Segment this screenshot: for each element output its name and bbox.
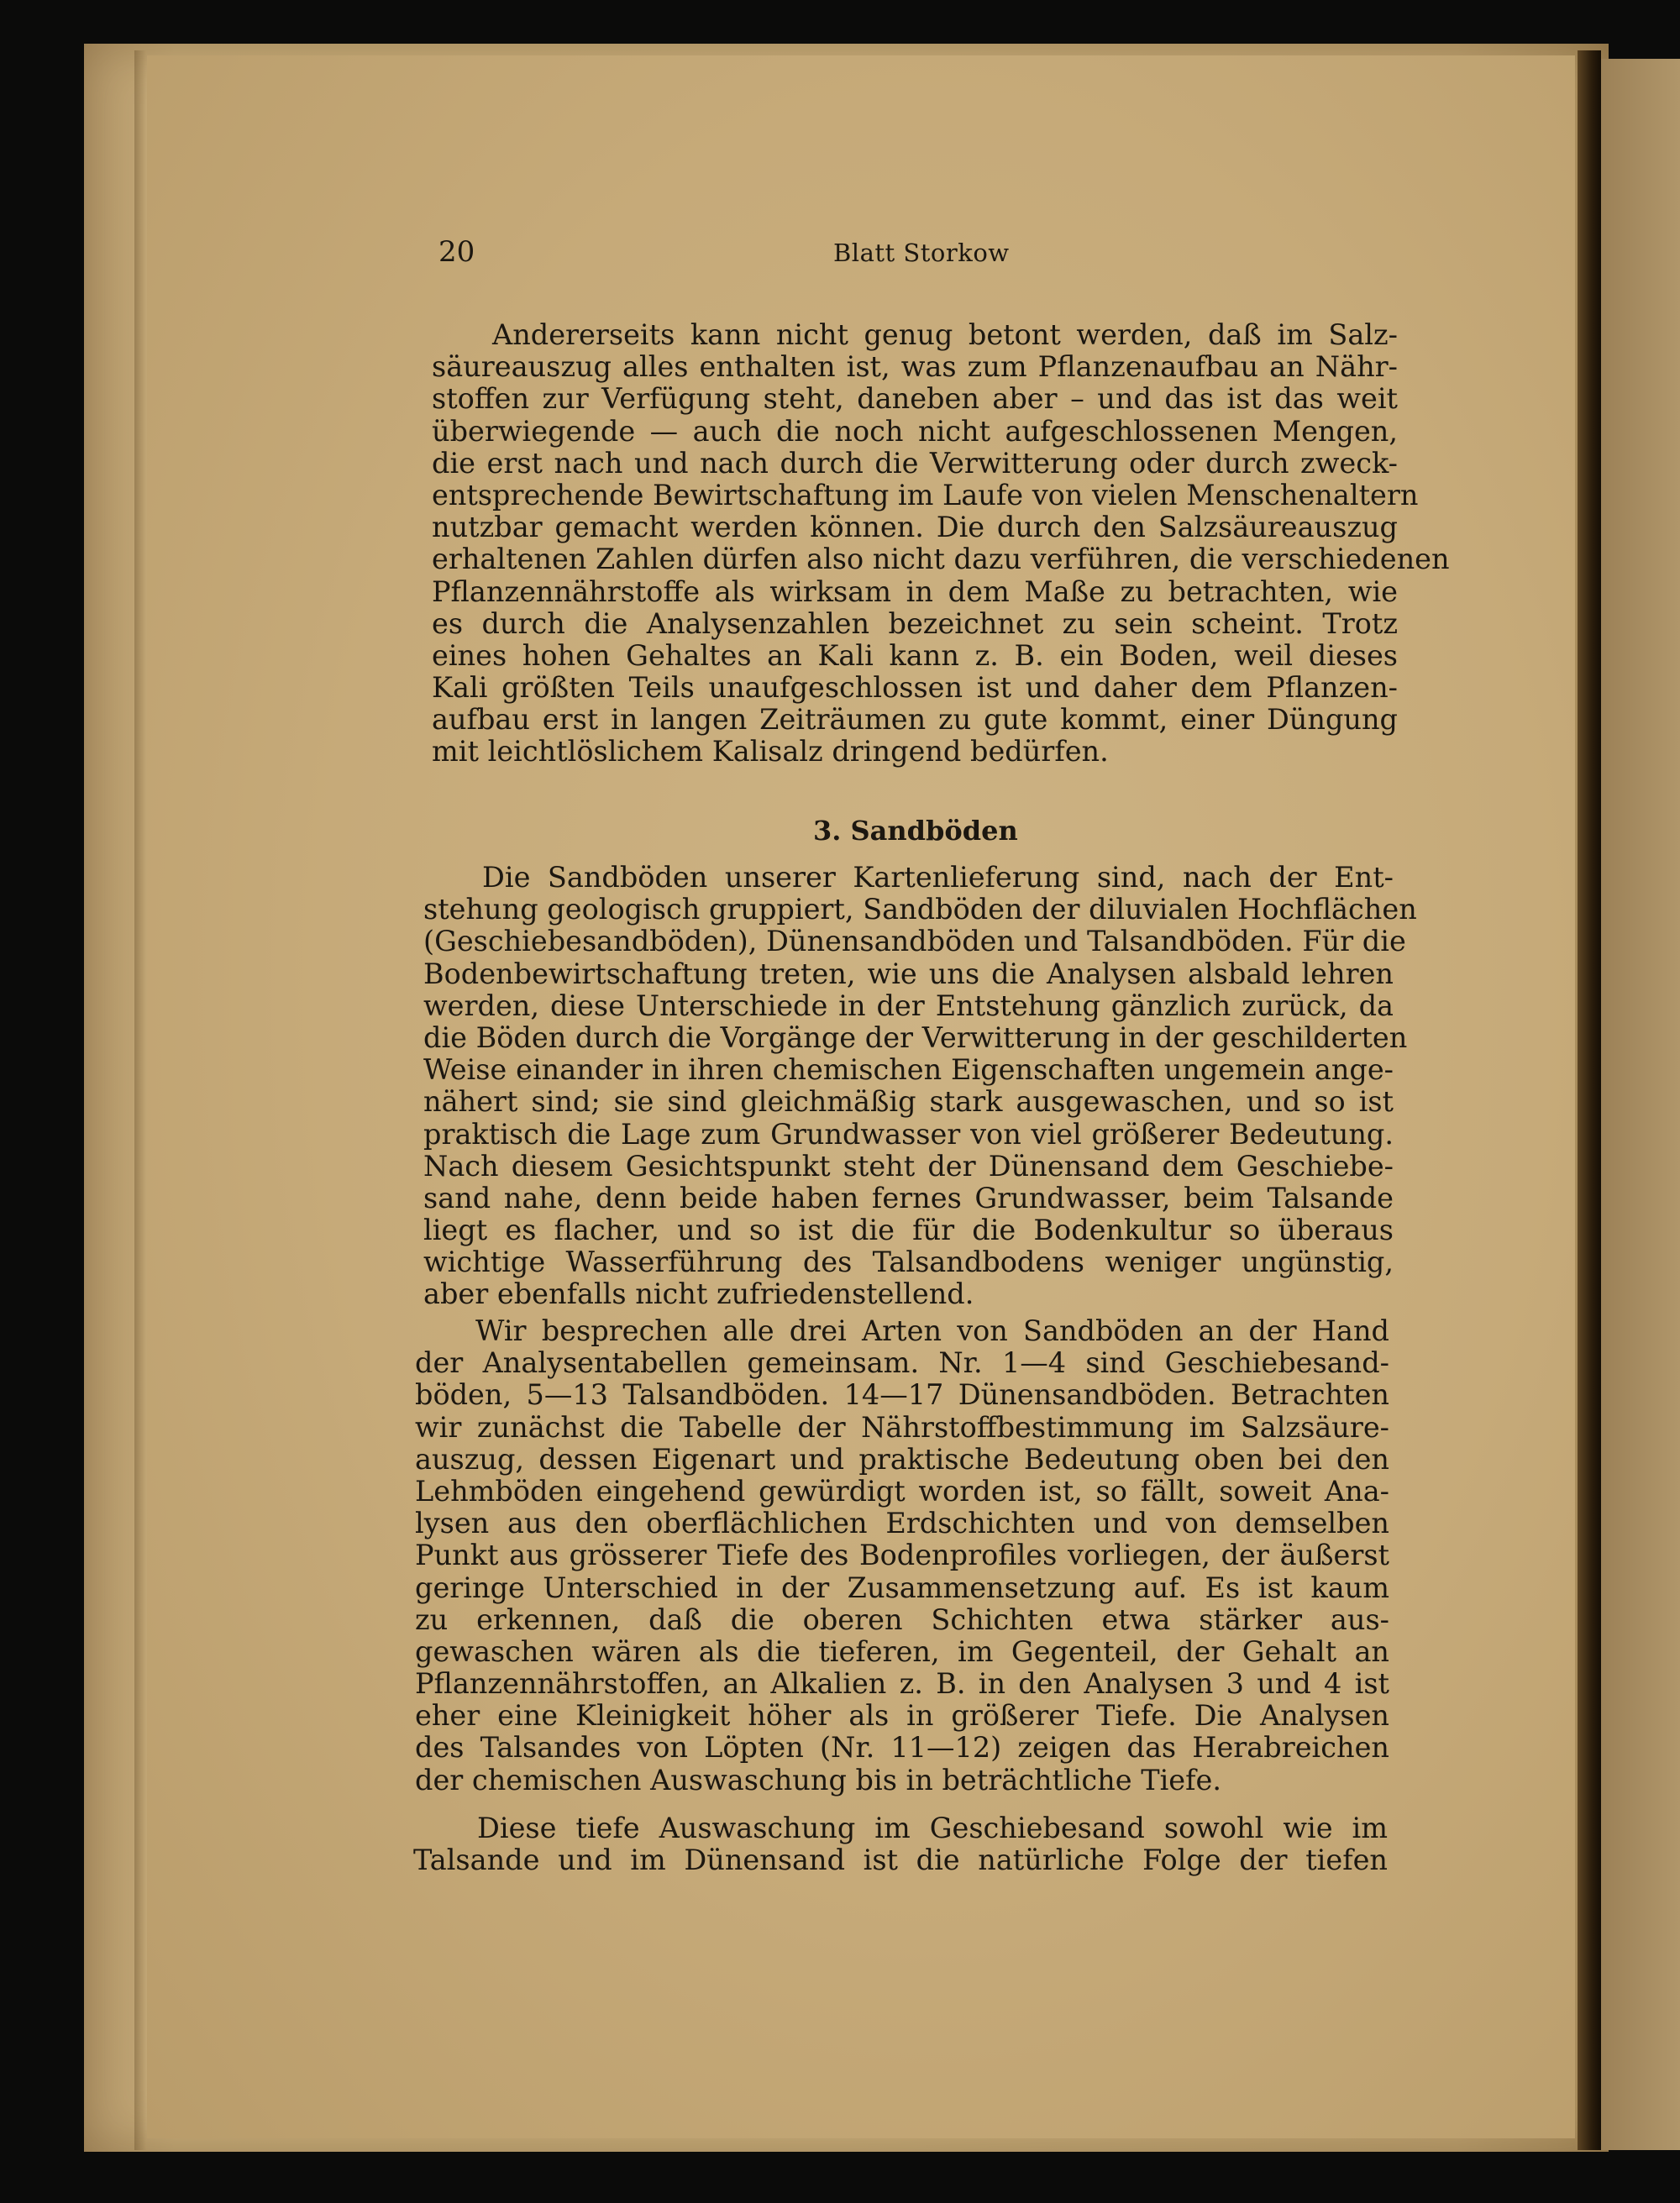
text-line: die Böden durch die Vorgänge der Verwitterung in der geschilderten bbox=[423, 1020, 1408, 1054]
paragraph-4 bbox=[413, 1812, 1388, 1876]
text-line: eher eine Kleinigkeit höher als in größerer Tiefe. Die Analysen bbox=[415, 1699, 1389, 1733]
text-line: Wir besprechen alle drei Arten von Sandböden an der Hand bbox=[475, 1314, 1389, 1347]
text-line: erhaltenen Zahlen dürfen also nicht dazu verführen, die verschiedenen bbox=[432, 543, 1450, 576]
text-line: Lehmböden eingehend gewürdigt worden ist, so fällt, soweit Ana- bbox=[415, 1474, 1389, 1508]
text-line: sand nahe, denn beide haben fernes Grundwasser, beim Talsande bbox=[423, 1181, 1394, 1214]
text-line: wichtige Wasserführung des Talsandbodens weniger ungünstig, bbox=[423, 1246, 1394, 1279]
section-heading: 3. Sandböden bbox=[813, 815, 1018, 847]
paragraph-3 bbox=[415, 1315, 1389, 1796]
text-line: Diese tiefe Auswaschung im Geschiebesand sowohl wie im bbox=[477, 1812, 1388, 1844]
page-header bbox=[438, 235, 1404, 269]
text-line: Bodenbewirtschaftung treten, wie uns die Analysen alsbald lehren bbox=[423, 957, 1394, 990]
text-line: liegt es flacher, und so ist die für die Bodenkultur so überaus bbox=[423, 1214, 1394, 1247]
page-number: 20 bbox=[438, 235, 475, 269]
text-line: der chemischen Auswaschung bis in beträchtliche Tiefe. bbox=[415, 1763, 1221, 1796]
text-line: (Geschiebesandböden), Dünensandböden und Talsandböden. Für die bbox=[423, 925, 1406, 958]
text-line: überwiegende — auch die noch nicht aufgeschlossenen Mengen, bbox=[432, 414, 1398, 448]
page-edge-shadow bbox=[134, 50, 146, 2150]
book-gutter bbox=[1578, 50, 1601, 2150]
text-line: des Talsandes von Löpten (Nr. 11—12) zeigen das Herabreichen bbox=[415, 1731, 1389, 1765]
text-line: Punkt aus grösserer Tiefe des Bodenprofiles vorliegen, der äußerst bbox=[415, 1539, 1389, 1572]
text-line: eines hohen Gehaltes an Kali kann z. B. ein Boden, weil dieses bbox=[432, 638, 1398, 672]
text-line: lysen aus den oberflächlichen Erdschichten und von demselben bbox=[415, 1507, 1389, 1540]
text-line: der Analysentabellen gemeinsam. Nr. 1—4 sind Geschiebesand- bbox=[415, 1346, 1389, 1380]
text-line: mit leichtlöslichem Kalisalz dringend bedürfen. bbox=[432, 735, 1109, 768]
text-line: Talsande und im Dünensand ist die natürliche Folge der tiefen bbox=[413, 1844, 1388, 1877]
text-line: stoffen zur Verfügung steht, daneben aber – und das ist das weit bbox=[432, 382, 1398, 416]
text-line: es durch die Analysenzahlen bezeichnet zu sein scheint. Trotz bbox=[432, 606, 1398, 640]
next-page-edge bbox=[1601, 59, 1680, 2150]
text-line: nutzbar gemacht werden können. Die durch den Salzsäureauszug bbox=[432, 511, 1398, 544]
text-line: geringe Unterschied in der Zusammensetzung auf. Es ist kaum bbox=[415, 1571, 1389, 1604]
text-line: nähert sind; sie sind gleichmäßig stark ausgewaschen, und so ist bbox=[423, 1085, 1394, 1119]
text-line: auszug, dessen Eigenart und praktische Bedeutung oben bei den bbox=[415, 1442, 1389, 1476]
text-line: Nach diesem Gesichtspunkt steht der Dünensand dem Geschiebe- bbox=[423, 1149, 1394, 1183]
text-line: säureauszug alles enthalten ist, was zum Pflanzenaufbau an Nähr- bbox=[432, 350, 1398, 384]
text-line: gewaschen wären als die tieferen, im Gegenteil, der Gehalt an bbox=[415, 1634, 1389, 1668]
text-line: entsprechende Bewirtschaftung im Laufe von vielen Menschenaltern bbox=[432, 478, 1419, 511]
paragraph-1 bbox=[432, 318, 1450, 768]
text-line: praktisch die Lage zum Grundwasser von viel größerer Bedeutung. bbox=[423, 1117, 1394, 1151]
text-line: Pflanzennährstoffen, an Alkalien z. B. in den Analysen 3 und 4 ist bbox=[415, 1667, 1389, 1701]
text-line: wir zunächst die Tabelle der Nährstoffbestimmung im Salzsäure- bbox=[415, 1410, 1389, 1444]
text-line: Pflanzennährstoffe als wirksam in dem Maße zu betrachten, wie bbox=[432, 574, 1398, 608]
text-line: Die Sandböden unserer Kartenlieferung sind, nach der Ent- bbox=[482, 861, 1394, 894]
running-title: Blatt Storkow bbox=[833, 239, 1010, 267]
text-line: stehung geologisch gruppiert, Sandböden der diluvialen Hochflächen bbox=[423, 893, 1417, 926]
text-line: werden, diese Unterschiede in der Entstehung gänzlich zurück, da bbox=[423, 989, 1394, 1022]
text-line: Andererseits kann nicht genug betont werden, daß im Salz- bbox=[492, 318, 1398, 351]
text-line: Weise einander in ihren chemischen Eigenschaften ungemein ange- bbox=[423, 1053, 1394, 1087]
text-line: Kali größten Teils unaufgeschlossen ist und daher dem Pflanzen- bbox=[432, 671, 1398, 705]
text-line: aber ebenfalls nicht zufriedenstellend. bbox=[423, 1277, 974, 1311]
text-line: aufbau erst in langen Zeiträumen zu gute kommt, einer Düngung bbox=[432, 703, 1398, 737]
text-line: die erst nach und nach durch die Verwitterung oder durch zweck- bbox=[432, 446, 1398, 480]
paragraph-2 bbox=[423, 861, 1417, 1311]
text-line: böden, 5—13 Talsandböden. 14—17 Dünensandböden. Betrachten bbox=[415, 1378, 1389, 1412]
text-line: zu erkennen, daß die oberen Schichten etwa stärker aus- bbox=[415, 1602, 1389, 1636]
